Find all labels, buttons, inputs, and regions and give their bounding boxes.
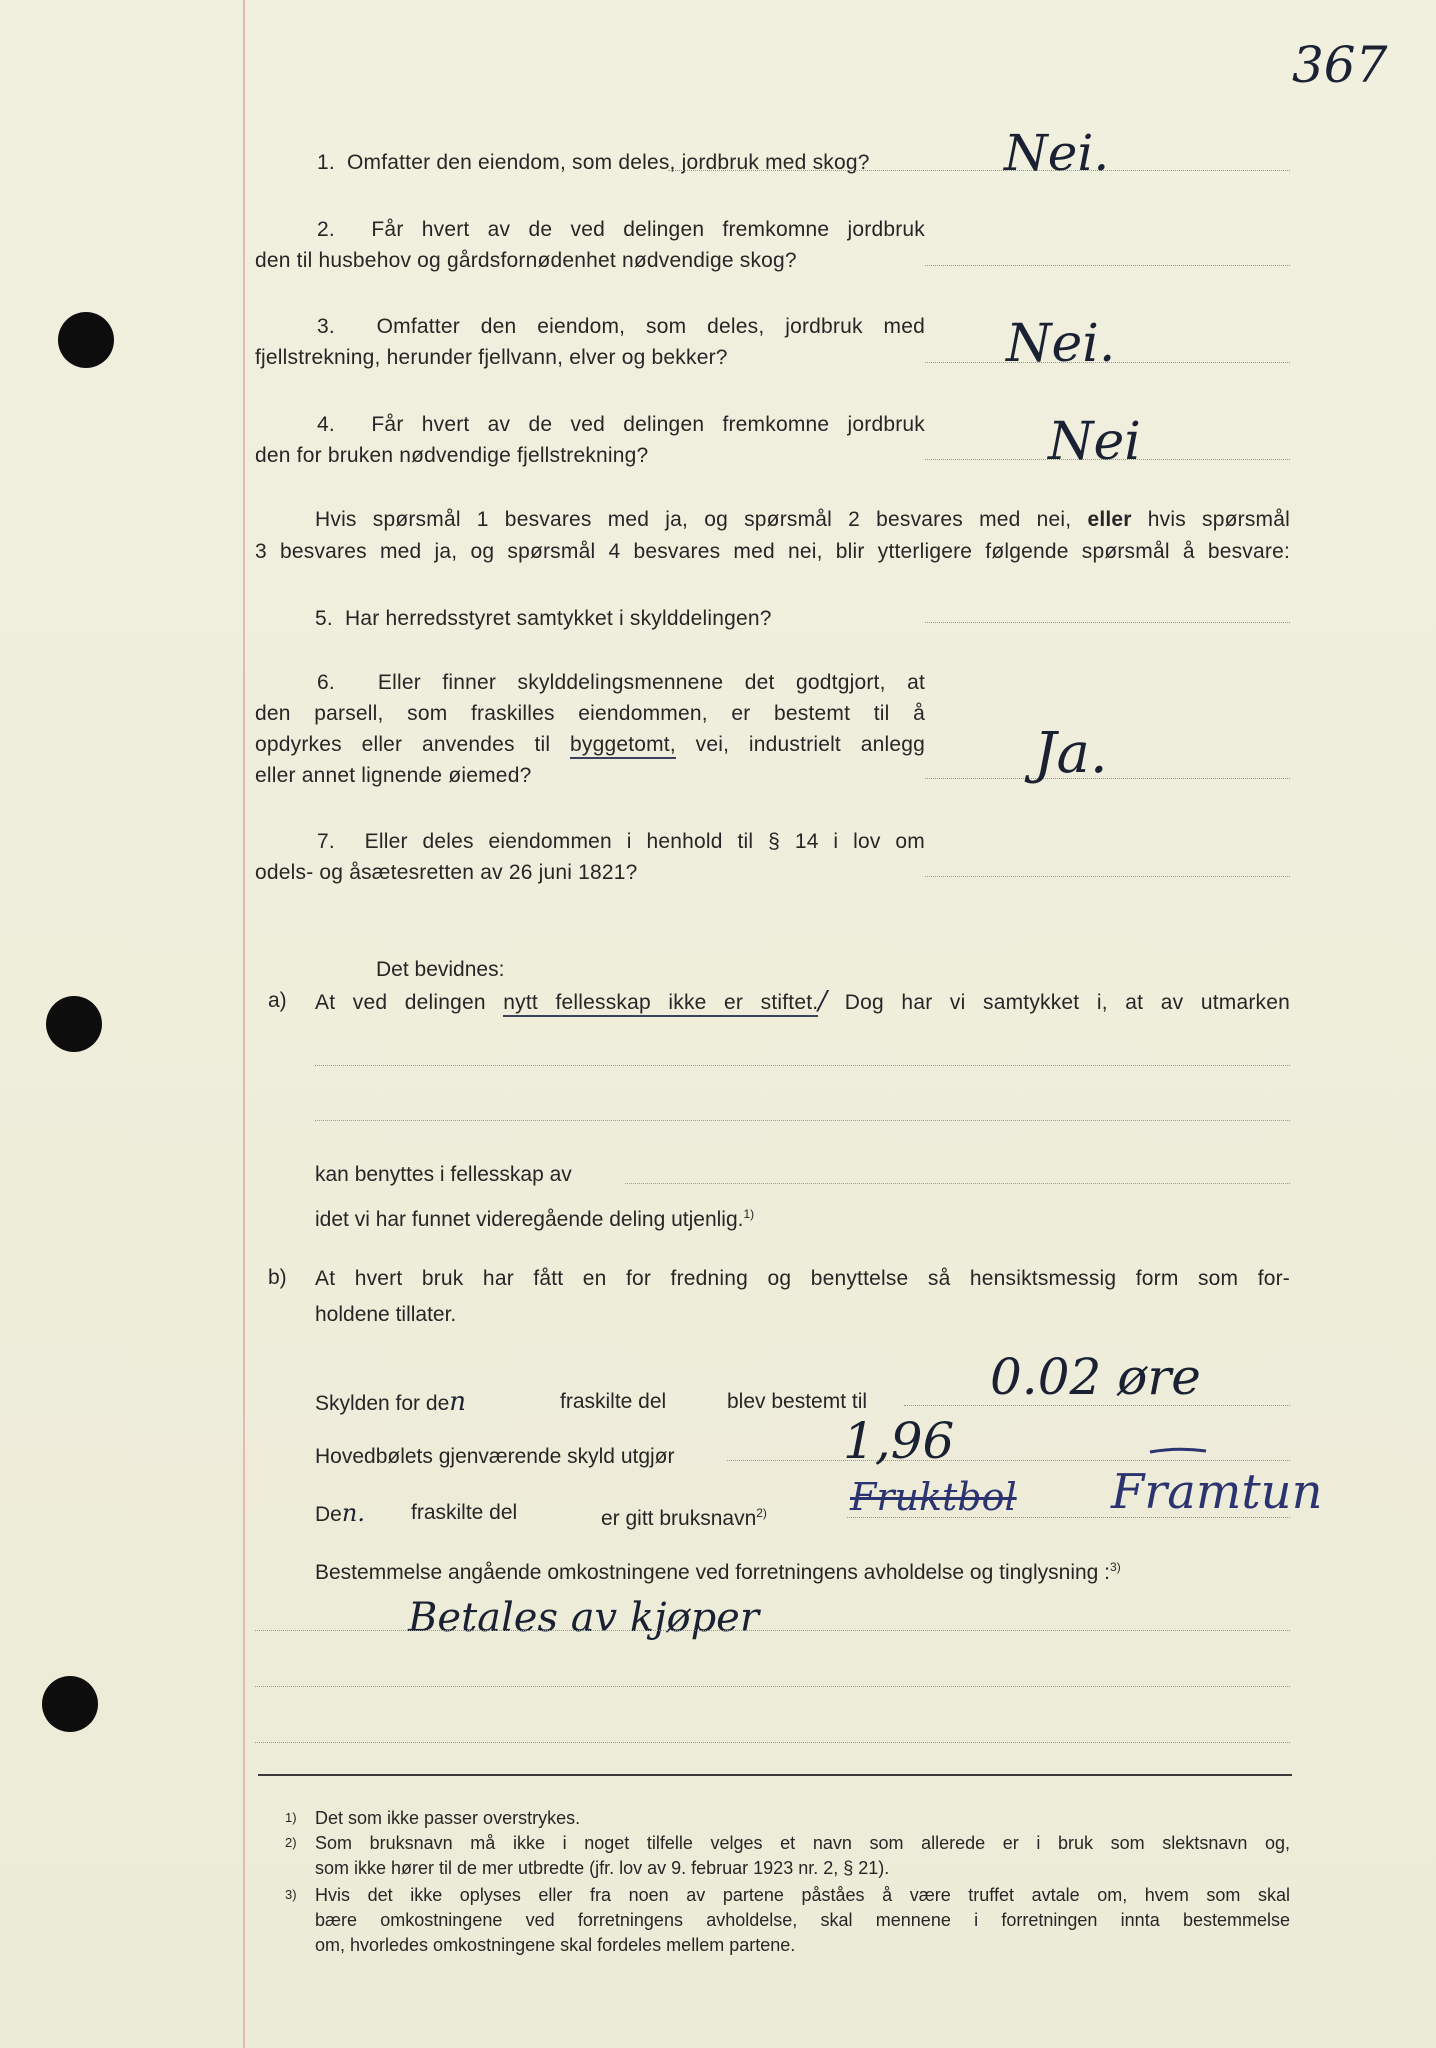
skyld-row-1-b: fraskilte del (560, 1390, 667, 1413)
question-6-line-2: den parsell, som fraskilles eiendommen, er bestemt til å (255, 702, 925, 725)
betales-handwritten: Betales av kjøper (408, 1595, 759, 1641)
punch-hole (46, 996, 102, 1052)
question-4: 4. Får hvert av de ved delingen fremkomne jordbruk (317, 413, 925, 436)
answer-line (925, 265, 1290, 266)
skyld-row-3-c: er gitt bruksnavn$^{2)}$ (601, 1506, 767, 1530)
footnote-1-num: 1) (285, 1810, 297, 1825)
struck-bruksnavn: Fruktbol (850, 1475, 1017, 1519)
footnote-2-line-1: Som bruksnavn må ikke i noget tilfelle velges et navn som allerede er i bruk som slektsnavn og, (315, 1833, 1290, 1853)
answer-line (925, 876, 1290, 877)
question-4-line-2: den for bruken nødvendige fjellstrekning? (255, 444, 649, 467)
footnote-3-num: 3) (285, 1887, 297, 1902)
bestemmelse-text: Bestemmelse angående omkostningene ved forretningens avholdelse og tinglysning :$^{3)}$ (315, 1560, 1121, 1584)
fill-line (625, 1183, 1290, 1184)
page-number: 367 (1292, 36, 1388, 94)
fill-line (255, 1742, 1290, 1743)
footnote-2-line-2: som ikke hører til de mer utbredte (jfr. lov av 9. februar 1923 nr. 2, § 21). (315, 1858, 890, 1878)
fill-line (255, 1630, 1290, 1631)
bevidnes-heading: Det bevidnes: (376, 958, 505, 981)
footnote-divider (258, 1774, 1292, 1776)
answer-6-handwritten: Ja. (1034, 721, 1108, 786)
answer-3-handwritten: Nei. (1006, 314, 1116, 374)
punch-hole (58, 312, 114, 368)
skyld-row-1-c: blev bestemt til (727, 1390, 868, 1413)
question-5: 5. Har herredsstyret samtykket i skylddelingen? (315, 607, 772, 630)
margin-line (243, 0, 245, 2048)
footnote-1: Det som ikke passer overstrykes. (315, 1808, 581, 1828)
item-a-text: At ved delingen nytt fellesskap ikke er stiftet./ Dog har vi samtykket i, at av utmarken (315, 986, 1290, 1016)
question-7: 7. Eller deles eiendommen i henhold til § 14 i lov om (317, 830, 925, 853)
footnote-3-line-1: Hvis det ikke oplyses eller fra noen av partene påståes å være truffet avtale om, hvem som skal (315, 1885, 1290, 1905)
item-b-line-1: At hvert bruk har fått en for fredning og benyttelse så hensiktsmessig form som for- (315, 1267, 1290, 1290)
handwritten-stroke (1148, 1446, 1208, 1456)
question-3: 3. Omfatter den eiendom, som deles, jordbruk med (317, 315, 925, 338)
question-2: 2. Får hvert av de ved delingen fremkomne jordbruk (317, 218, 925, 241)
question-6-line-4: eller annet lignende øiemed? (255, 764, 532, 787)
question-6: 6. Eller finner skylddelingsmennene det godtgjort, at (317, 671, 925, 694)
question-6-line-3: opdyrkes eller anvendes til byggetomt, vei, industrielt anlegg (255, 729, 925, 760)
instruction-line-2: 3 besvares med ja, og spørsmål 4 besvares med nei, blir ytterligere følgende spørsmål å besvare: (255, 540, 1290, 563)
skyld-row-3-a: Den. (315, 1499, 365, 1527)
answer-line (668, 170, 1290, 171)
utjenlig-text: idet vi har funnet videregående deling utjenlig.$^{1)}$ (315, 1207, 755, 1231)
answer-1-handwritten: Nei. (1004, 124, 1110, 182)
hovedbol-value-handwritten: 1,96 (843, 1412, 955, 1470)
punch-hole (42, 1676, 98, 1732)
fill-line (315, 1120, 1290, 1121)
instruction-line-1: Hvis spørsmål 1 besvares med ja, og spørsmål 2 besvares med nei, eller hvis spørsmål (315, 508, 1290, 531)
fellesskap-text: kan benyttes i fellesskap av (315, 1163, 572, 1186)
fill-line (315, 1065, 1290, 1066)
fill-line (727, 1460, 1290, 1461)
skyld-row-2-label: Hovedbølets gjenværende skyld utgjør (315, 1445, 675, 1468)
question-2-line-2: den til husbehov og gårdsfornødenhet nødvendige skog? (255, 249, 797, 272)
item-b-line-2: holdene tillater. (315, 1303, 457, 1326)
bruksnavn-handwritten: Framtun (1111, 1464, 1323, 1520)
answer-line (925, 622, 1290, 623)
item-b-label: b) (268, 1266, 287, 1289)
skyld-value-handwritten: 0.02 øre (990, 1348, 1201, 1406)
item-a-label: a) (268, 989, 287, 1012)
question-7-line-2: odels- og åsætesretten av 26 juni 1821? (255, 861, 638, 884)
footnote-3-line-2: bære omkostningene ved forretningens avholdelse, skal mennene i forretningen innta bestemmelse (315, 1910, 1290, 1930)
answer-4-handwritten: Nei (1048, 412, 1141, 472)
skyld-row-3-b: fraskilte del (411, 1501, 518, 1524)
question-3-line-2: fjellstrekning, herunder fjellvann, elver og bekker? (255, 346, 728, 369)
footnote-3-line-3: om, hvorledes omkostningene skal fordeles mellem partene. (315, 1935, 796, 1955)
skyld-row-1-a: Skylden for den (315, 1387, 466, 1417)
fill-line (255, 1686, 1290, 1687)
question-1: 1. Omfatter den eiendom, som deles, jordbruk med skog? (317, 151, 870, 174)
footnote-2-num: 2) (285, 1835, 297, 1850)
